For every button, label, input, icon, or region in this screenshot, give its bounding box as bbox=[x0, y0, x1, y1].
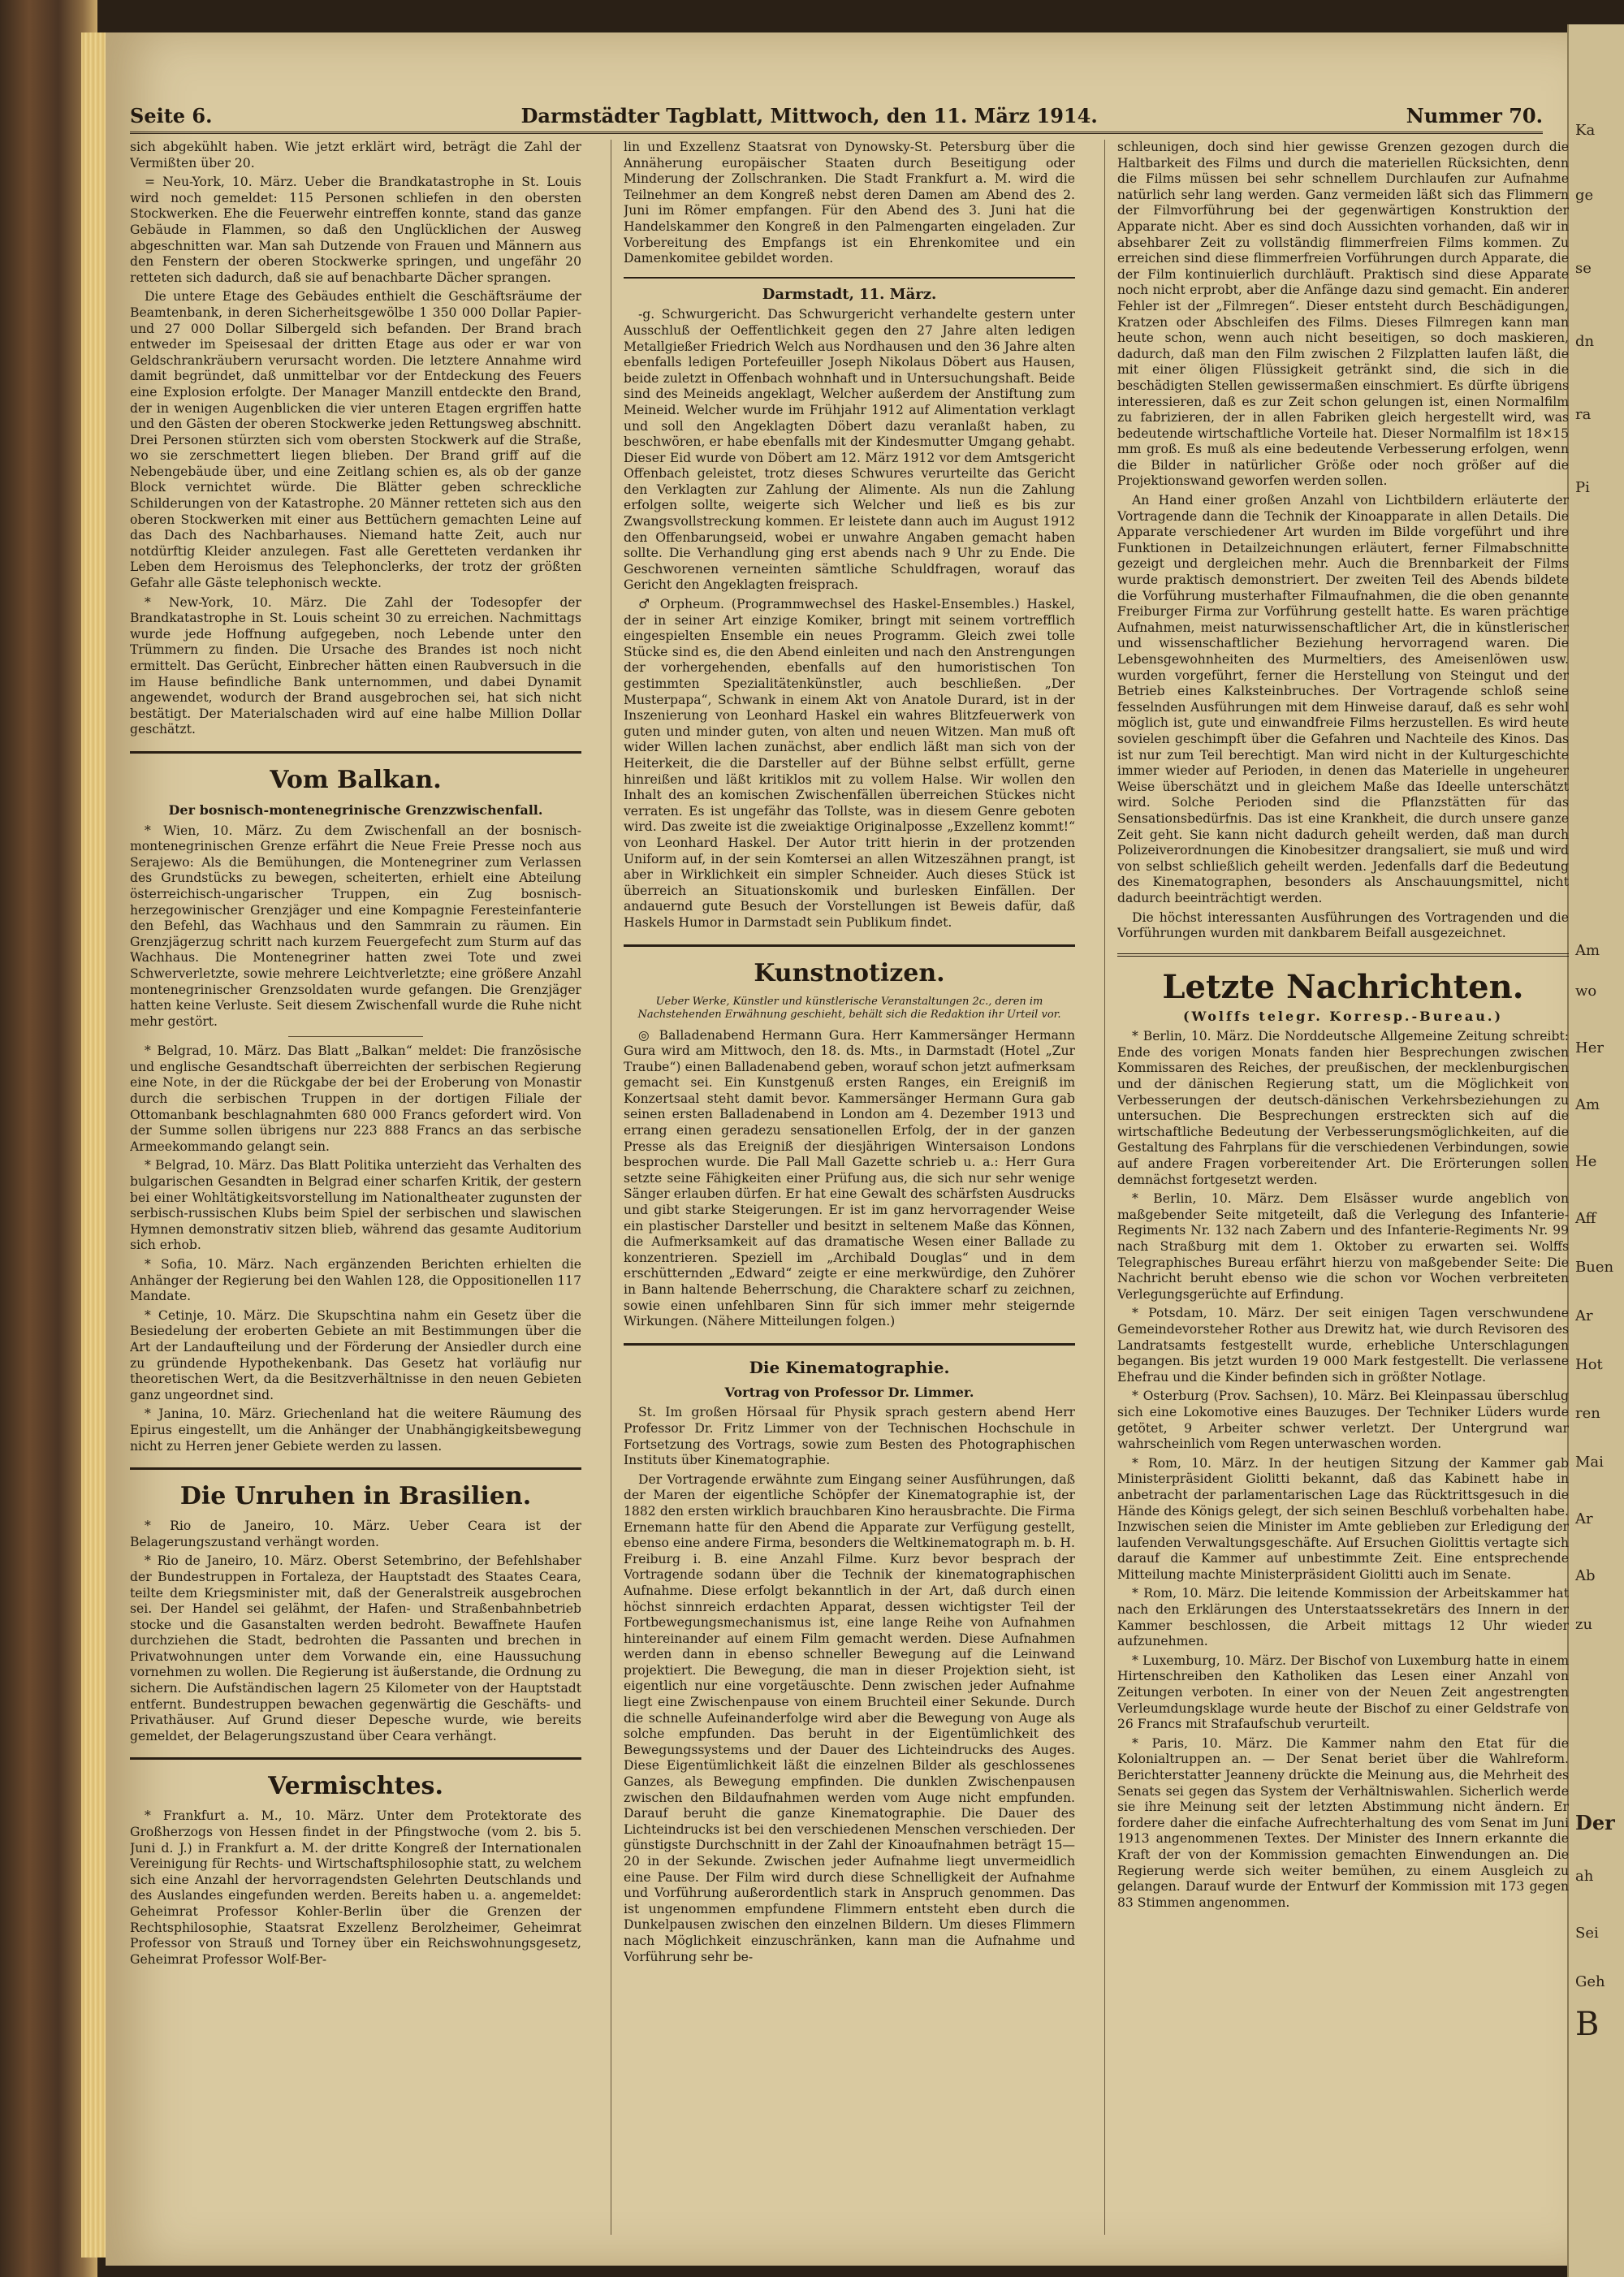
facing-page-fragment: Sei bbox=[1575, 1925, 1599, 1942]
article-paragraph: * Berlin, 10. März. Die Norddeutsche Allgemeine Zeitung schreibt: Ende des vorigen Monats fanden hier Besprechungen zwischen Kommissaren des Reiches, der preußischen, der mecklenburgischen und der dänischen Regierung statt, um die Möglichkeit von Verbesserungen der deutsch-dänischen Verkehrsbeziehungen zu untersuchen. Die Besprechungen erstreckten sich auf die wirtschaftliche Bedeutung der Verbesserungsmöglichkeiten, auf die Gestaltung des Fahrplans für die verschiedenen Verbindungen, sowie auf andere Fragen vorbereitender Art. Die Erörterungen sollen demnächst fortgesetzt werden. bbox=[1117, 1029, 1569, 1187]
article-paragraph: * Wien, 10. März. Zu dem Zwischenfall an der bosnisch-montenegrinischen Grenze erfährt die Neue Freie Presse noch aus Serajewo: Als die Bemühungen, die Montenegriner zum Verlassen des Grundstücks zu bewegen, scheiterten, erhielt eine Abteilung österreichisch-ungarischer Truppen, ein Zug bosnisch-herzegowinischer Grenzjäger und eine Kompagnie Feresteinfanterie den Befehl, das Wachhaus und den Sammrain zu räumen. Ein Grenzjägerzug schritt nach kurzem Feuergefecht zum Sturm auf das Wachhaus. Die Montenegriner hatten zwei Tote und zwei Schwerverletzte, sowie mehrere Leichtverletzte; eine größere Anzahl montenegrinischer Grenzsoldaten wurde gefangen. Die Grenzjäger hatten keine Verluste. Seit diesem Zwischenfall wurde die Ruhe nicht mehr gestört. bbox=[130, 823, 581, 1029]
article-paragraph: * Frankfurt a. M., 10. März. Unter dem Protektorate des Großherzogs von Hessen findet in der Pfingstwoche (vom 2. bis 5. Juni d. J.) in Frankfurt a. M. der dritte Kongreß der Internationalen Vereinigung für Rechts- und Wirtschaftsphilosophie statt, zu welchem sich eine Anzahl der hervorragendsten Gelehrten Deutschlands und des Auslandes eingefunden werden. Bereits haben u. a. angemeldet: Geheimrat Professor Kohler-Berlin über die Grenzen der Rechtsphilosophie, Staatsrat Exzellenz Berolzheimer, Geheimrat Professor von Strauß und Torney über ein Reichswohnungsgesetz, Geheimrat Professor Wolf-Ber- bbox=[130, 1808, 581, 1967]
facing-page-fragment: Aff bbox=[1575, 1210, 1596, 1227]
facing-page-fragment: ren bbox=[1575, 1405, 1600, 1422]
facing-page-fragment: Hot bbox=[1575, 1356, 1603, 1373]
article-paragraph: An Hand einer großen Anzahl von Lichtbildern erläuterte der Vortragende dann die Technik der Kinoapparate in allen Details. Die Apparate verschiedener Art wurden im Bilde vorgeführt und ihre Funktionen in Detailzeichnungen erläutert, ferner Filmabschnitte gezeigt und dergleichen mehr. Auch die Brennbarkeit der Films wurde praktisch demonstriert. Der zweiten Teil des Abends bildete die Vorführung musterhafter Filmaufnahmen, die die oben genannte Freiburger Firma zur Vorführung gestellt hatte. Es waren prächtige Aufnahmen, meist naturwissenschaftlicher Art, die in künstlerischer und wissenschaftlicher Beziehung hervorragend waren. Die Lebensgewohnheiten des Murmeltiers, des Ameisenlöwen usw. wurden vorgeführt, ferner die Herstellung von Steingut und der Betrieb eines Kalksteinbruches. Der Vortragende schloß seine fesselnden Ausführungen mit dem Hinweise darauf, daß es sehr wohl möglich ist, gute und einwandfreie Films herzustellen. Es wird heute sovielen geschimpft über die Gefahren und Nachteile des Kinos. Das ist nur zum Teil berechtigt. Man wird nicht in der Kulturgeschichte immer wieder auf Perioden, in denen das Materielle in ungeheurer Weise überschätzt und in gleichem Maße das Ideelle unterschätzt wird. Solche Perioden sind die Pflanzstätten für das Sensationsbedürfnis. Das ist eine Krankheit, die durch unsere ganze Zeit geht. Sie kann nicht dadurch geheilt werden, daß man durch Polizeiverordnungen die Kinobesitzer drangsaliert, sie muß und wird von selbst schließlich geheilt werden. Jedenfalls darf die Bedeutung des Kinematographen, besonders als Anschauungsmittel, nicht dadurch beeinträchtigt werden. bbox=[1117, 493, 1569, 905]
facing-page-fragment: zu bbox=[1575, 1616, 1593, 1633]
article-paragraph: * Rio de Janeiro, 10. März. Ueber Ceara ist der Belagerungszustand verhängt worden. bbox=[130, 1519, 581, 1549]
section-title-brazil: Die Unruhen in Brasilien. bbox=[130, 1467, 581, 1512]
article-paragraph: * Rio de Janeiro, 10. März. Oberst Setembrino, der Befehlshaber der Bundestruppen in Fortaleza, der Hauptstadt des Staates Ceara, teilte dem Kriegsminister mit, daß der Generalstreik ausgebrochen sei. Der Handel sei gelähmt, der Hafen- und Straßenbahnbetrieb stocke und die Gasanstalten werden bedroht. Bewaffnete Haufen durchziehen die Stadt, bedrohten die Passanten und brechen in Privatwohnungen unter dem Vorwande ein, eine Haussuchung vornehmen zu wollen. Die Regierung ist äußerstande, die Ordnung zu sichern. Die Aufständischen lagern 25 Kilometer von der Hauptstadt entfernt. Bundestruppen bewachen gegenwärtig die Geschäfts- und Privathäuser. Auf Grund dieser Depesche wurde, wie bereits gemeldet, der Belagerungszustand über Ceara verhängt. bbox=[130, 1553, 581, 1743]
facing-page-fragment: Buen bbox=[1575, 1259, 1614, 1276]
article-paragraph: * Osterburg (Prov. Sachsen), 10. März. Bei Kleinpassau überschlug sich eine Lokomotive eines Bauzuges. Der Techniker Lüders wurde getötet, 9 Arbeiter schwer verletzt. Der Untergrund war wahrscheinlich vom Regen unterwaschen worden. bbox=[1117, 1389, 1569, 1452]
article-paragraph: * New-York, 10. März. Die Zahl der Todesopfer der Brandkatastrophe in St. Louis scheint 30 zu erreichen. Nachmittags wurde jede Hoffnung aufgegeben, noch Lebende unter den Trümmern zu finden. Die Ursache des Brandes ist noch nicht ermittelt. Das Gerücht, Einbrecher hätten einen Raubversuch in die im Hause befindliche Bank unternommen, und dabei Dynamit angewendet, wodurch der Brand ausgebrochen sei, hat sich nicht bestätigt. Der Materialschaden wird auf eine halbe Million Dollar geschätzt. bbox=[130, 594, 581, 737]
section-title-news: Letzte Nachrichten. bbox=[1117, 953, 1569, 1007]
facing-page-fragment: Am bbox=[1575, 942, 1600, 959]
article-paragraph: * Belgrad, 10. März. Das Blatt Politika unterzieht das Verhalten des bulgarischen Gesandten in Belgrad einer scharfen Kritik, der gestern bei einer Wohltätigkeitsvorstellung im Nationaltheater zugunsten der serbisch-russischen Klubs beim Spiel der serbischen und slawischen Hymnen demonstrativ sitzen blieb, während das gesamte Auditorium sich erhob. bbox=[130, 1158, 581, 1253]
issue-number: Nummer 70. bbox=[1406, 103, 1543, 127]
article-paragraph: -g. Schwurgericht. Das Schwurgericht verhandelte gestern unter Ausschluß der Oeffentlichkeit gegen den 27 Jahre alten ledigen Metallgießer Friedrich Welch aus Nordhausen und den 36 Jahre alten ebenfalls ledigen Portefeuiller Joseph Nikolaus Döbert aus Hausen, beide zuletzt in Offenbach wohnhaft und in Untersuchungshaft. Beide sind des Meineids angeklagt, Welcher außerdem der Anstiftung zum Meineid. Welcher wurde im Frühjahr 1912 auf Alimentation verklagt und soll den Angeklagten Döbert dazu veranlaßt haben, zu beschwören, er habe ebenfalls mit der Kindesmutter Umgang gehabt. Dieser Eid wurde von Döbert am 12. März 1912 vor dem Amtsgericht Offenbach geleistet, trotz dieses Schwures verurteilte das Gericht den Verklagten zur Zahlung der Alimente. Als nun die Zahlung erfolgen sollte, weigerte sich Welcher und ließ es bis zur Zwangsvollstreckung kommen. Er leistete dann auch im August 1912 den Offenbarungseid, wobei er unwahre Angaben gemacht haben sollte. Die Verhandlung ging erst abends nach 9 Uhr zu Ende. Die Geschworenen verneinten sämtliche Schuldfragen, worauf das Gericht den Angeklagten freisprach. bbox=[624, 307, 1075, 593]
section-title-misc: Vermischtes. bbox=[130, 1757, 581, 1802]
section-subtitle: Vortrag von Professor Dr. Limmer. bbox=[724, 1384, 974, 1400]
facing-page-fragment: Der bbox=[1575, 1811, 1615, 1834]
article-paragraph: St. Im großen Hörsaal für Physik sprach gestern abend Herr Professor Dr. Fritz Limmer von der Technischen Hochschule in Fortsetzung des Vortrags, sowie zum Besten des Photographischen Instituts über Kinematographie. bbox=[624, 1405, 1075, 1468]
dateline: Darmstadt, 11. März. bbox=[624, 277, 1075, 303]
facing-page-fragment: Geh bbox=[1575, 1973, 1605, 1990]
article-paragraph: * Rom, 10. März. Die leitende Kommission der Arbeitskammer hat nach den Erklärungen des Unterstaatssekretärs des Innern in der Kammer beschlossen, die Arbeit mittags 12 Uhr wieder aufzunehmen. bbox=[1117, 1586, 1569, 1649]
article-paragraph: = Neu-York, 10. März. Ueber die Brandkatastrophe in St. Louis wird noch gemeldet: 115 Personen schliefen in den obersten Stockwerken. Ehe die Feuerwehr eintreffen konnte, stand das ganze Gebäude in Flammen, so daß den Unglücklichen der Ausweg abgeschnitten war. Man sah Dutzende von Frauen und Männern aus den Fenstern der oberen Stockwerke springen, und ungefähr 20 retteten sich dadurch, daß sie auf benachbarte Dächer sprangen. bbox=[130, 175, 581, 285]
facing-page-fragment: wo bbox=[1575, 983, 1597, 1000]
separator bbox=[288, 1036, 424, 1037]
section-subtitle: Der bosnisch-montenegrinische Grenzzwischenfall. bbox=[168, 801, 543, 818]
section-title-balkan: Vom Balkan. bbox=[130, 751, 581, 796]
article-paragraph: lin und Exzellenz Staatsrat von Dynowsky-St. Petersburg über die Annäherung europäischer Staaten durch Beseitigung oder Minderung der Zollschranken. Die Stadt Frankfurt a. M. wird die Teilnehmer an dem Kongreß nebst deren Damen am Abend des 2. Juni im Römer empfangen. Für den Abend des 3. Juni hat die Handelskammer den Kongreß in den Palmengarten eingeladen. Zur Vorbereitung des Empfangs ist ein Ehrenkomitee und ein Damenkomitee gebildet worden. bbox=[624, 140, 1075, 266]
facing-page-fragment: se bbox=[1575, 260, 1592, 277]
page-number-label: Seite 6. bbox=[130, 103, 213, 127]
editorial-note: Ueber Werke, Künstler und künstlerische Veranstaltungen 2c., deren im Nachstehenden Erwähnung geschieht, behält sich die Redaktion ihr Urteil vor. bbox=[637, 995, 1061, 1021]
masthead: Darmstädter Tagblatt, Mittwoch, den 11. März 1914. bbox=[520, 103, 1098, 127]
article-paragraph: * Sofia, 10. März. Nach ergänzenden Berichten erhielten die Anhänger der Regierung bei den Wahlen 128, die Oppositionellen 117 Mandate. bbox=[130, 1257, 581, 1304]
facing-page-fragment: ge bbox=[1575, 187, 1594, 204]
article-paragraph: * Cetinje, 10. März. Die Skupschtina nahm ein Gesetz über die Besiedelung der eroberten Gebiete an mit Bestimmungen über die Art der Landaufteilung und der Förderung der Ansiedler durch eine zu gründende Hypothekenbank. Das Gesetz hat vorläufig nur theoretischen Wert, da die Besitzverhältnisse in den neuen Gebieten ganz ungeordnet sind. bbox=[130, 1307, 581, 1402]
section-title-kunst: Kunstnotizen. bbox=[624, 944, 1075, 989]
facing-page-fragment: ra bbox=[1575, 406, 1592, 423]
article-paragraph: * Rom, 10. März. In der heutigen Sitzung der Kammer gab Ministerpräsident Giolitti bekannt, daß das Kabinett habe in anbetracht der parlamentarischen Lage das Rücktrittsgesuch in die Hände des Königs gelegt, der sich seinen Beschluß vorbehalten habe. Inzwischen seien die Minister im Amte geblieben zur Erledigung der laufenden Verwaltungsgeschäfte. Auf Ersuchen Giolittis vertagte sich darauf die Kammer auf unbestimmte Zeit. Eine entsprechende Mitteilung machte Ministerpräsident Giolitti auch im Senate. bbox=[1117, 1455, 1569, 1582]
article-paragraph: sich abgekühlt haben. Wie jetzt erklärt wird, beträgt die Zahl der Vermißten über 20. bbox=[130, 140, 581, 171]
facing-page-fragment: Ar bbox=[1575, 1510, 1593, 1527]
article-paragraph: * Luxemburg, 10. März. Der Bischof von Luxemburg hatte in einem Hirtenschreiben den Katholiken das Lesen einer Anzahl von Zeitungen verboten. In einer von der Neuen Zeit angestrengten Verleumdungsklage wurde heute der Bischof zu einer Geldstrafe von 26 Francs mit Strafaufschub verurteilt. bbox=[1117, 1653, 1569, 1732]
section-title-kino: Die Kinematographie. bbox=[624, 1343, 1075, 1378]
facing-page-fragment: He bbox=[1575, 1153, 1597, 1170]
article-paragraph: * Potsdam, 10. März. Der seit einigen Tagen verschwundene Gemeindevorsteher Rother aus Drewitz hat, wie durch Revisoren des Landratsamts festgestellt wurde, erhebliche Unterschlagungen begangen. Bis jetzt wurden 19 000 Mark festgestellt. Die verlassene Ehefrau und die Kinder befinden sich in größter Notlage. bbox=[1117, 1306, 1569, 1385]
article-paragraph: * Janina, 10. März. Griechenland hat die weitere Räumung des Epirus eingestellt, um die Anhänger der Unabhängigkeitsbewegung nicht zu Herren jener Gebiete werden zu lassen. bbox=[130, 1406, 581, 1454]
header-rule bbox=[130, 132, 1543, 137]
section-subtitle: (Wolffs telegr. Korresp.-Bureau.) bbox=[1182, 1008, 1504, 1024]
article-paragraph: schleunigen, doch sind hier gewisse Grenzen gezogen durch die Haltbarkeit des Films und durch die materiellen Rücksichten, denn die Films müssen bei sehr schnellem Durchlaufen zur Aufnahme natürlich sehr lang werden. Ganz vermeiden läßt sich das Flimmern der Filmvorführung bei der gegenwärtigen Konstruktion der Apparate nicht. Aber es sind doch Aussichten vorhanden, daß wir in absehbarer Zeit zu vollständig flimmerfreien Films kommen. Zu erreichen sind diese flimmerfreien Vorführungen durch Apparate, die der Film kontinuierlich durchläuft. Praktisch sind diese Apparate noch nicht erprobt, aber die Anfänge dazu sind gemacht. Ein anderer Fehler ist der „Filmregen“. Dieser entsteht durch Beschädigungen, Kratzen oder Abschleifen des Films. Dieses Filmregen kann man heute schon, wenn auch nicht beseitigen, so doch maskieren, dadurch, daß man den Film zwischen 2 Filzplatten laufen läßt, die mit einer öligen Flüssigkeit getränkt sind, die sich in die beschädigten Stellen gewissermaßen einschmiert. Es dürfte übrigens interessieren, daß es zur Zeit schon gelungen ist, einen Normalfilm zu fabrizieren, der in allen Fabriken gleich hergestellt wird, was bedeutende wirtschaftliche Vorteile hat. Dieser Normalfilm ist 18×15 mm groß. Es muß als eine bedeutende Verbesserung erfolgen, wenn die Bilder in natürlicher Größe oder noch größer auf die Projektionswand geworfen werden sollen. bbox=[1117, 140, 1569, 489]
facing-page-fragment: Ar bbox=[1575, 1307, 1593, 1324]
article-paragraph: Die untere Etage des Gebäudes enthielt die Geschäftsräume der Beamtenbank, in deren Sicherheitsgewölbe 1 350 000 Dollar Papier- und 27 000 Dollar Silbergeld sich befanden. Der Brand brach entweder im Speisesaal der dritten Etage aus oder er war von Geldschrankräubern verursacht worden. Die letztere Annahme wird damit begründet, daß unmittelbar vor der Entdeckung des Feuers eine Explosion erfolgte. Der Manager Manzill entdeckte den Brand, der in wenigen Augenblicken die vier unteren Etagen ergriffen hatte und den Gästen der oberen Stockwerke jeden Rettungsweg abschnitt. Drei Personen stürzten sich vom obersten Stockwerk auf die Straße, wo sie zerschmettert liegen blieben. Der Brand griff auf die Nebengebäude über, und eine Zeitlang schien es, als ob der ganze Block vernichtet würde. Die Blätter geben schreckliche Schilderungen von der Katastrophe. 20 Männer retteten sich aus den oberen Stockwerken mit einer aus Bettüchern gemachten Leine auf das Dach des Nachbarhauses. Niemand hatte Zeit, auch nur notdürftig Kleider anzulegen. Fast alle Geretteten verdanken ihr Leben dem Heroismus des Telephonclerks, der trotz der größten Gefahr alle Gäste telephonisch weckte. bbox=[130, 289, 581, 591]
article-paragraph: * Paris, 10. März. Die Kammer nahm den Etat für die Kolonialtruppen an. — Der Senat beriet über die Wahlreform. Berichterstatter Jeanneny drückte die Meinung aus, die Mehrheit des Senats sei gegen das System der Verhältniswahlen. Sicherlich werde sie ihre Meinung seit der letzten Abstimmung nicht ändern. Er fordere daher die einfache Aufrechterhaltung des vom Senat im Juni 1913 angenommenen Textes. Der Minister des Innern erkannte die Kraft der von der Kommission gemachten Einwendungen an. Die Regierung werde sich weiter bemühen, zu einem Ausgleich zu gelangen. Darauf wurde der Entwurf der Kommission mit 173 gegen 83 Stimmen angenommen. bbox=[1117, 1735, 1569, 1910]
article-paragraph: Die höchst interessanten Ausführungen des Vortragenden und die Vorführungen wurden mit dankbarem Beifall ausgezeichnet. bbox=[1117, 910, 1569, 941]
article-paragraph: * Belgrad, 10. März. Das Blatt „Balkan“ meldet: Die französische und englische Gesandtschaft überreichten der serbischen Regierung eine Note, in der die Rückgabe der bei der Eroberung von Monastir durch die serbischen Truppen in der dortigen Filiale der Ottomanbank beschlagnahmten 680 000 Francs gefordert wird. Von der Summe sollen übrigens nur 223 888 Francs an das serbische Armeekommando gelangt sein. bbox=[130, 1043, 581, 1154]
column-1 bbox=[130, 140, 581, 2235]
article-paragraph: ♂ Orpheum. (Programmwechsel des Haskel-Ensembles.) Haskel, der in seiner Art einzige Komiker, bringt mit seinem vortrefflich eingespielten Ensemble ein neues Programm. Gleich zwei tolle Stücke sind es, die den Abend einleiten und nach den Anstrengungen der vorhergehenden, ebenfalls auf den humoristischen Ton gestimmten Spezialitätenkünstler, auch beschließen. „Der Musterpapa“, Schwank in einem Akt von Anatole Durard, ist in der Inszenierung von Leonhard Haskel ein wahres Blitzfeuerwerk von guten und minder guten, von alten und neuen Witzen. Man muß oft wider Willen lachen zunächst, aber endlich läßt man sich von der Heiterkeit, die die Darsteller auf der Bühne selbst erfüllt, gerne hinreißen und läßt kritiklos mit zu vollem Halse. Wir wollen den Inhalt des an komischen Zwischenfällen überreichen Stückes nicht verraten. Es ist ungefähr das Tollste, was in diesem Genre geboten wird. Das zweite ist die zweiaktige Originalposse „Exzellenz kommt!“ von Leonhard Haskel. Der Autor tritt hierin in der protzenden Uniform auf, in der sein Komtersei an allen Witzeszähnen prangt, ist aber in Wirklichkeit ein simpler Schneider. Auch dieses Stück ist überreich an Situationskomik und burlesken Einfällen. Der andauernd gute Besuch der Vorstellungen ist Beweis dafür, daß Haskels Humor in Darmstadt sein Publikum findet. bbox=[624, 597, 1075, 930]
facing-page-edge bbox=[1567, 24, 1624, 2277]
page-header bbox=[130, 99, 1543, 132]
article-paragraph: ◎ Balladenabend Hermann Gura. Herr Kammersänger Hermann Gura wird am Mittwoch, den 18. ds. Mts., in Darmstadt (Hotel „Zur Traube“) einen Balladenabend geben, worauf schon jetzt aufmerksam gemacht sei. Ein Kunstgenuß ersten Ranges, ein Ereigniß im Konzertsaal steht damit bevor. Kammersänger Hermann Gura gab seinen ersten Balladenabend in London am 4. Dezember 1913 und errang einen geradezu sensationellen Erfolg, der in der ganzen Presse als das Ereigniß der diesjährigen Wintersaison Londons besprochen wurde. Die Pall Mall Gazette schrieb u. a.: Herr Gura setzte seine Fähigkeiten einer Prüfung aus, die sich nur sehr wenige Sänger erlauben dürfen. Er hat eine Gewalt des schärfsten Ausdrucks und gibt starke Steigerungen. Er ist im ganz hervorragender Weise ein plastischer Darsteller und besitzt in seltenem Maße das Können, die Aufmerksamkeit auf das dramatische Wesen einer Ballade zu konzentrieren. Speziell im „Archibald Douglas“ und in dem erschütternden „Edward“ zeigte er eine merkwürdige, den Zuhörer in Bann haltende Beherrschung, die Charaktere scharf zu zeichnen, sowie einen unfehlbaren Sinn für sich immer mehr steigernde Wirkungen. (Nähere Mitteilungen folgen.) bbox=[624, 1027, 1075, 1329]
facing-page-fragment: Ka bbox=[1575, 122, 1596, 139]
facing-page-fragment: ah bbox=[1575, 1868, 1594, 1885]
facing-page-fragment: Her bbox=[1575, 1039, 1604, 1056]
article-paragraph: Der Vortragende erwähnte zum Eingang seiner Ausführungen, daß der Maren der eigentliche Schöpfer der Kinematographie ist, der 1882 den ersten wirklich brauchbaren Kino herausbrachte. Die Firma Ernemann hatte für den Abend die Apparate zur Verfügung gestellt, ebenso eine andere Firma, besonders die Weltkinematograph m. b. H. Freiburg i. B. eine Anzahl Filme. Kurz bevor besprach der Vortragende sodann über die Technik der kinematographischen Aufnahme. Diese erfolgt bekanntlich in der Art, daß durch einen höchst sinnreich erdachten Apparat, dessen wichtigster Teil der Fortbewegungsmechanismus ist, eine lange Reihe von Aufnahmen hintereinander auf einem Film gemacht werden. Diese Aufnahmen werden dann in ebenso schneller Bewegung auf die Leinwand projektiert. Die Bewegung, die man in dieser Projektion sieht, ist eigentlich nur eine vorgetäuschte. Denn zwischen jeder Aufnahme liegt eine Zwischenpause von einem Bruchteil einer Sekunde. Durch die schnelle Aufeinanderfolge wird aber die Bewegung von Auge als solche empfunden. Das beruht in der Eigentümlichkeit des Bewegungssystems und der Dauer des Lichteindrucks des Auges. Diese Eigentümlichkeit läßt die einzelnen Bilder als geschlossenes Ganzes, als Bewegung empfinden. Die dunklen Zwischenpausen zwischen den Bildaufnahmen werden vom Auge nicht empfunden. Darauf beruht die ganze Kinematographie. Die Dauer des Lichteindrucks ist bei den verschiedenen Menschen verschieden. Der günstigste Durchschnitt in der Zahl der Kinoaufnahmen beträgt 15—20 in der Sekunde. Zwischen jeder Aufnahme liegt unvermeidlich eine Pause. Der Film wird durch diese Schnelligkeit der Aufnahme und Vorführung außerordentlich stark in Anspruch genommen. Das ist ungenommen empfundene Flimmern entsteht eben durch die Dunkelpausen zwischen den einzelnen Bildern. Um dieses Flimmern nach Möglichkeit einzuschränken, kann man die Aufnahme und Vorführung sehr be- bbox=[624, 1471, 1075, 1964]
article-paragraph: * Berlin, 10. März. Dem Elsässer wurde angeblich von maßgebender Seite mitgeteilt, daß die Verlegung des Infanterie-Regiments Nr. 132 nach Zabern und des Infanterie-Regiments Nr. 99 nach Straßburg mit dem 1. Oktober zu erwarten sei. Wolffs Telegraphisches Bureau erfährt hierzu von maßgebender Seite: Die Nachricht beruht ebenso wie die schon vor Wochen verbreiteten Verlegungsgerüchte auf Erfindung. bbox=[1117, 1191, 1569, 1302]
facing-page-fragment: B bbox=[1575, 2006, 1600, 2043]
facing-page-fragment: Pi bbox=[1575, 479, 1590, 496]
facing-page-fragment: Ab bbox=[1575, 1567, 1596, 1584]
column-rule bbox=[1104, 140, 1105, 2235]
column-2 bbox=[624, 140, 1075, 2235]
facing-page-fragment: Mai bbox=[1575, 1454, 1604, 1471]
column-3 bbox=[1117, 140, 1569, 2235]
facing-page-fragment: dn bbox=[1575, 333, 1595, 350]
facing-page-fragment: Am bbox=[1575, 1096, 1600, 1113]
